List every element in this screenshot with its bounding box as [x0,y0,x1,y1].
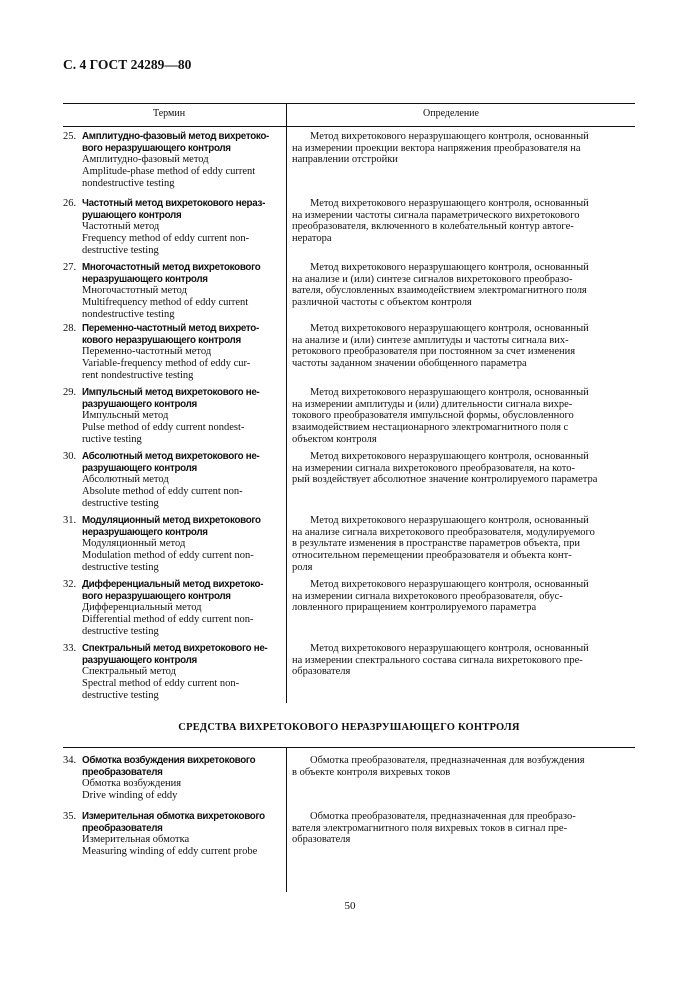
definition-line: на анализе и (или) синтезе амплитуды и частоты сигнала вих- [292,334,569,346]
term-number: 27. [63,262,77,273]
term-number: 35. [63,811,77,822]
definition-line: направлении отстройки [292,154,398,166]
definition-line: на измерении сигнала вихретокового преобразователя, на кото- [292,462,575,474]
definition-line: на анализе и (или) синтезе сигналов вихретокового преобразо- [292,273,573,285]
term-line: destructive testing [82,625,159,637]
term-entry [63,515,281,574]
term-number: 30. [63,451,77,462]
definition-line: Метод вихретокового неразрушающего контроля, основанный [310,131,589,142]
definition-line: нератора [292,233,332,245]
term-title: разрушающего контроля [82,462,197,474]
definition-line: вателя, обусловленных взаимодействием электромагнитного поля [292,285,587,297]
definition-line: на измерении амплитуды и (или) длительности сигнала вихре- [292,398,573,410]
term-number: 34. [63,755,77,766]
definition-entry [292,579,635,614]
column-divider-lower [286,747,287,892]
definition-line: Метод вихретокового неразрушающего контроля, основанный [310,262,589,273]
term-line: Амплитудно-фазовый метод [82,154,209,166]
term-title: неразрушающего контроля [82,273,208,285]
term-entry [63,643,281,702]
page-number: 50 [344,900,356,912]
term-line: Spectral method of eddy current non- [82,678,240,690]
term-line: Многочастотный метод [82,285,187,297]
term-line: nondestructive testing [82,177,175,189]
definition-entry [292,643,635,678]
term-line: Measuring winding of eddy current probe [82,846,258,858]
term-entry [63,131,281,190]
term-line: Частотный метод [82,221,160,233]
term-number: 33. [63,643,77,654]
column-divider [286,103,287,703]
definition-entry [292,323,635,370]
term-line: nondestructive testing [82,308,175,320]
term-entry [63,198,281,257]
definition-line: относительном перемещении преобразователя и объекта конт- [292,550,572,562]
term-title: Обмотка возбуждения вихретокового [82,755,256,766]
term-line: rent nondestructive testing [82,369,194,381]
term-entry [63,262,281,321]
definition-entry [292,198,635,245]
term-title: Дифференциальный метод вихретоко- [82,579,264,590]
definition-line: Обмотка преобразователя, предназначенная для преобразо- [310,811,576,822]
definition-line: объектом контроля [292,433,377,445]
definition-entry [292,262,635,309]
term-line: Импульсный метод [82,410,169,422]
definition-line: рый воздействует абсолютное значение контролируемого параметра [292,474,598,486]
term-title: Импульсный метод вихретокового не- [82,387,260,398]
definition-line: Метод вихретокового неразрушающего контроля, основанный [310,451,589,462]
definition-line: Метод вихретокового неразрушающего контроля, основанный [310,198,589,209]
definition-entry [292,131,635,166]
definition-entry [292,755,635,778]
term-line: Variable-frequency method of eddy cur- [82,358,251,370]
definition-line: Обмотка преобразователя, предназначенная для возбуждения [310,755,585,766]
term-line: Differential method of eddy current non- [82,614,254,626]
definition-line: преобразователя, включенного в колебательный контур автоге- [292,221,574,233]
term-line: Modulation method of eddy current non- [82,550,254,562]
term-number: 26. [63,198,77,209]
term-line: Drive winding of eddy [82,790,178,802]
definition-line: Метод вихретокового неразрушающего контроля, основанный [310,515,589,526]
term-line: Amplitude-phase method of eddy current [82,166,256,178]
term-line: Absolute method of eddy current non- [82,486,243,498]
term-title: вого неразрушающего контроля [82,590,231,602]
term-title: Амплитудно-фазовый метод вихретоко- [82,131,270,142]
definition-line: частоты заданном значении обобщенного параметра [292,358,527,370]
definition-line: на измерении частоты сигнала параметрического вихретокового [292,209,580,221]
term-number: 31. [63,515,77,526]
term-line: destructive testing [82,497,159,509]
column-header-definition: Определение [423,108,479,119]
column-header-term: Термин [153,108,186,119]
term-line: ructive testing [82,433,142,445]
definition-line: на измерении спектрального состава сигнала вихретокового пре- [292,654,583,666]
term-title: Абсолютный метод вихретокового не- [82,451,260,462]
term-line: Абсолютный метод [82,474,169,486]
term-line: Переменно-частотный метод [82,346,212,358]
term-line: Модуляционный метод [82,538,186,550]
definition-line: в объекте контроля вихревых токов [292,766,451,778]
definition-entry [292,451,635,486]
definition-line: роля [292,561,313,573]
term-line: Дифференциальный метод [82,602,202,614]
definition-line: на анализе сигнала вихретокового преобразователя, модулируемого [292,526,595,538]
term-line: destructive testing [82,689,159,701]
term-line: Pulse method of eddy current nondest- [82,422,245,434]
section-rule [63,747,635,748]
term-title: неразрушающего контроля [82,526,208,538]
page-header: С. 4 ГОСТ 24289—80 [63,57,192,72]
term-title: кового неразрушающего контроля [82,334,241,346]
term-title: разрушающего контроля [82,654,197,666]
term-number: 29. [63,387,77,398]
term-title: разрушающего контроля [82,398,197,410]
term-entry [63,811,281,858]
term-title: Переменно-частотный метод вихрето- [82,323,259,334]
definition-line: взаимодействием нестационарного электромагнитного поля с [292,422,569,434]
term-entry [63,579,281,638]
term-line: Спектральный метод [82,666,176,678]
definition-line: ловленного приращением контролируемого параметра [292,602,537,614]
definition-line: различной частоты с объектом контроля [292,297,472,309]
definition-line: образователя [292,666,351,678]
term-title: рушающего контроля [82,209,182,221]
definition-line: в результате изменения в пространстве параметров объекта, при [292,538,580,550]
term-title: Модуляционный метод вихретокового [82,515,261,526]
term-title: преобразователя [82,766,163,778]
definition-entry [292,811,635,846]
term-entry [63,755,281,802]
definition-line: Метод вихретокового неразрушающего контроля, основанный [310,643,589,654]
definition-line: вателя электромагнитного поля вихревых токов в сигнал пре- [292,822,568,834]
term-line: destructive testing [82,561,159,573]
table-header [63,103,635,127]
section-title: СРЕДСТВА ВИХРЕТОКОВОГО НЕРАЗРУШАЮЩЕГО КОНТРОЛЯ [178,722,520,733]
definition-line: токового преобразователя импульсной формы, обусловленного [292,410,574,422]
term-entry [63,451,281,510]
term-title: Многочастотный метод вихретокового [82,262,261,273]
definition-line: ретокового преобразователя при постоянном за счет изменения [292,346,576,358]
definition-line: Метод вихретокового неразрушающего контроля, основанный [310,387,589,398]
term-line: destructive testing [82,244,159,256]
term-entry [63,323,281,382]
definition-entry [292,387,635,446]
term-entry [63,387,281,446]
term-number: 28. [63,323,77,334]
definition-line: на измерении сигнала вихретокового преобразователя, обус- [292,590,563,602]
definition-line: образователя [292,834,351,846]
term-line: Измерительная обмотка [82,834,190,846]
term-number: 25. [63,131,77,142]
definition-entry [292,515,635,574]
term-title: Измерительная обмотка вихретокового [82,811,265,822]
definition-line: Метод вихретокового неразрушающего контроля, основанный [310,579,589,590]
term-title: вого неразрушающего контроля [82,142,231,154]
term-number: 32. [63,579,77,590]
definition-line: Метод вихретокового неразрушающего контроля, основанный [310,323,589,334]
term-line: Обмотка возбуждения [82,778,182,790]
term-line: Frequency method of eddy current non- [82,233,250,245]
term-line: Multifrequency method of eddy current [82,297,249,309]
term-title: Спектральный метод вихретокового не- [82,643,268,654]
term-title: Частотный метод вихретокового нераз- [82,198,266,209]
term-title: преобразователя [82,822,163,834]
definition-line: на измерении проекции вектора напряжения преобразователя на [292,142,581,154]
